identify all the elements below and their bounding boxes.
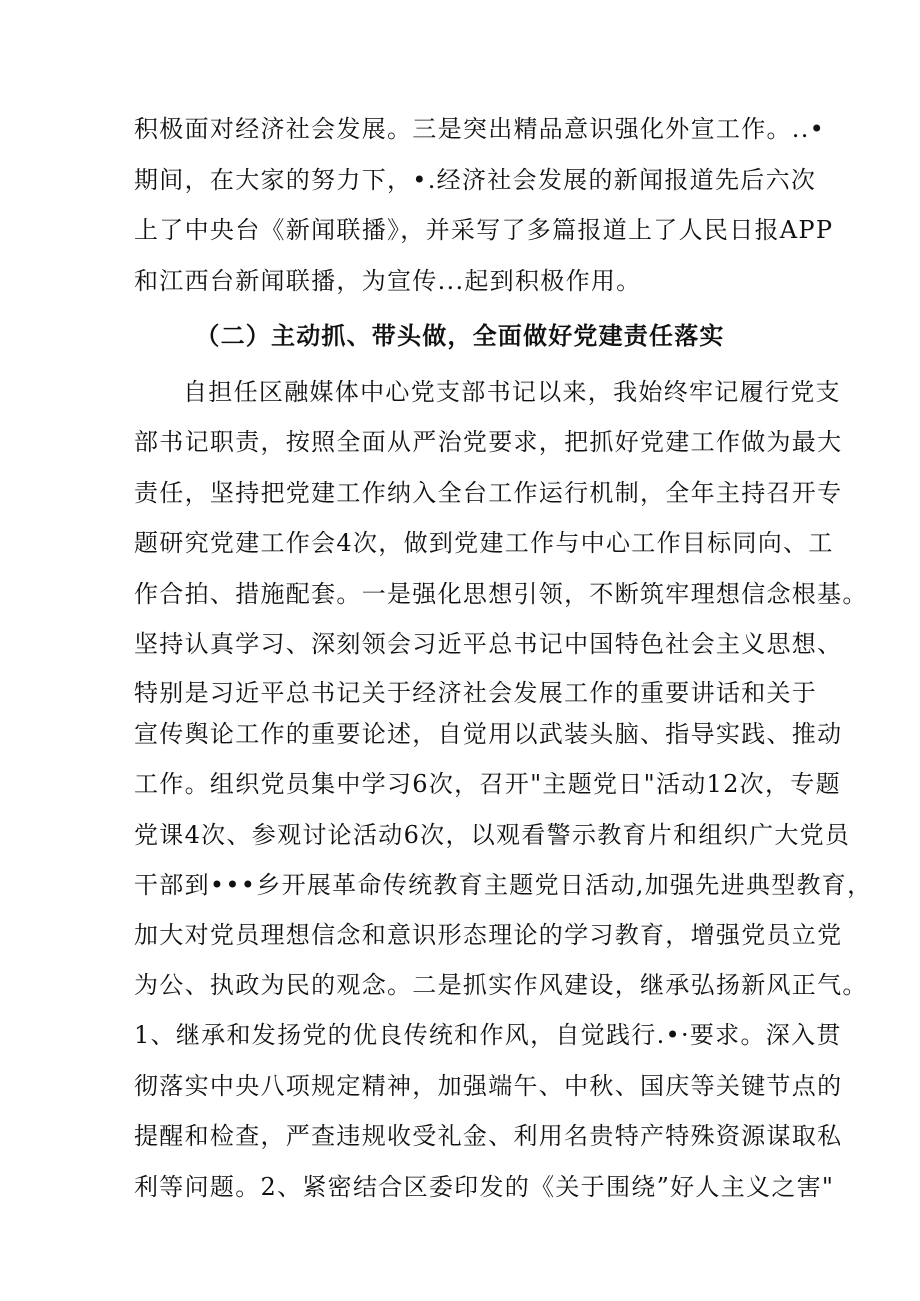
paragraph-2-line-13: 为公、执政为民的观念。二是抓实作风建设，继承弘扬新风正气。 xyxy=(134,971,868,999)
paragraph-2-line-17: 利等问题。2、紧密结合区委印发的《关于围绕”好人主义之害" xyxy=(134,1173,835,1201)
paragraph-1-line-4: 和江西台新闻联播，为宣传...起到积极作用。 xyxy=(134,267,642,295)
paragraph-1-line-2: 期间，在大家的努力下，•.经济社会发展的新闻报道先后六次 xyxy=(134,166,817,194)
paragraph-2-line-5: 作合拍、措施配套。一是强化思想引领，不断筑牢理想信念根基。 xyxy=(134,580,868,608)
paragraph-2-line-8: 宣传舆论工作的重要论述，自觉用以武装头脑、指导实践、推动 xyxy=(134,720,843,748)
paragraph-1-line-1: 积极面对经济社会发展。三是突出精品意识强化外宣工作。..• xyxy=(134,115,826,143)
paragraph-2-line-3: 责任，坚持把党建工作纳入全台工作运行机制，全年主持召开专 xyxy=(134,479,843,507)
paragraph-2-line-12: 加大对党员理想信念和意识形态理论的学习教育，增强党员立党 xyxy=(134,921,843,949)
paragraph-2-line-14: 1、继承和发扬党的优良传统和作风，自觉践行.•·要求。深入贯 xyxy=(134,1021,842,1049)
paragraph-2-line-1: 自担任区融媒体中心党支部书记以来，我始终牢记履行党支 xyxy=(183,378,841,406)
paragraph-2-line-10: 党课4次、参观讨论活动6次，以观看警示教育片和组织广大党员 xyxy=(134,821,851,849)
paragraph-2-line-4: 题研究党建工作会4次，做到党建工作与中心工作目标同向、工 xyxy=(134,529,834,557)
paragraph-2-line-6: 坚持认真学习、深刻领会习近平总书记中国特色社会主义思想、 xyxy=(134,630,843,658)
paragraph-2-line-7: 特别是习近平总书记关于经济社会发展工作的重要讲话和关于 xyxy=(134,679,818,707)
section-heading: （二）主动抓、带头做，全面做好党建责任落实 xyxy=(195,321,725,350)
paragraph-2-line-11: 干部到•••乡开展革命传统教育主题党日活动,加强先进典型教育， xyxy=(134,871,873,899)
paragraph-2-line-16: 提醒和检查，严查违规收受礼金、利用名贵特产特殊资源谋取私 xyxy=(134,1122,843,1150)
paragraph-2-line-2: 部书记职责，按照全面从严治党要求，把抓好党建工作做为最大 xyxy=(134,428,843,456)
paragraph-2-line-9: 工作。组织党员集中学习6次，召开"主题党日"活动12次，专题 xyxy=(134,770,841,798)
paragraph-2-line-15: 彻落实中央八项规定精神，加强端午、中秋、国庆等关键节点的 xyxy=(134,1072,843,1100)
paragraph-1-line-3: 上了中央台《新闻联播》，并采写了多篇报道上了人民日报APP xyxy=(134,216,834,244)
